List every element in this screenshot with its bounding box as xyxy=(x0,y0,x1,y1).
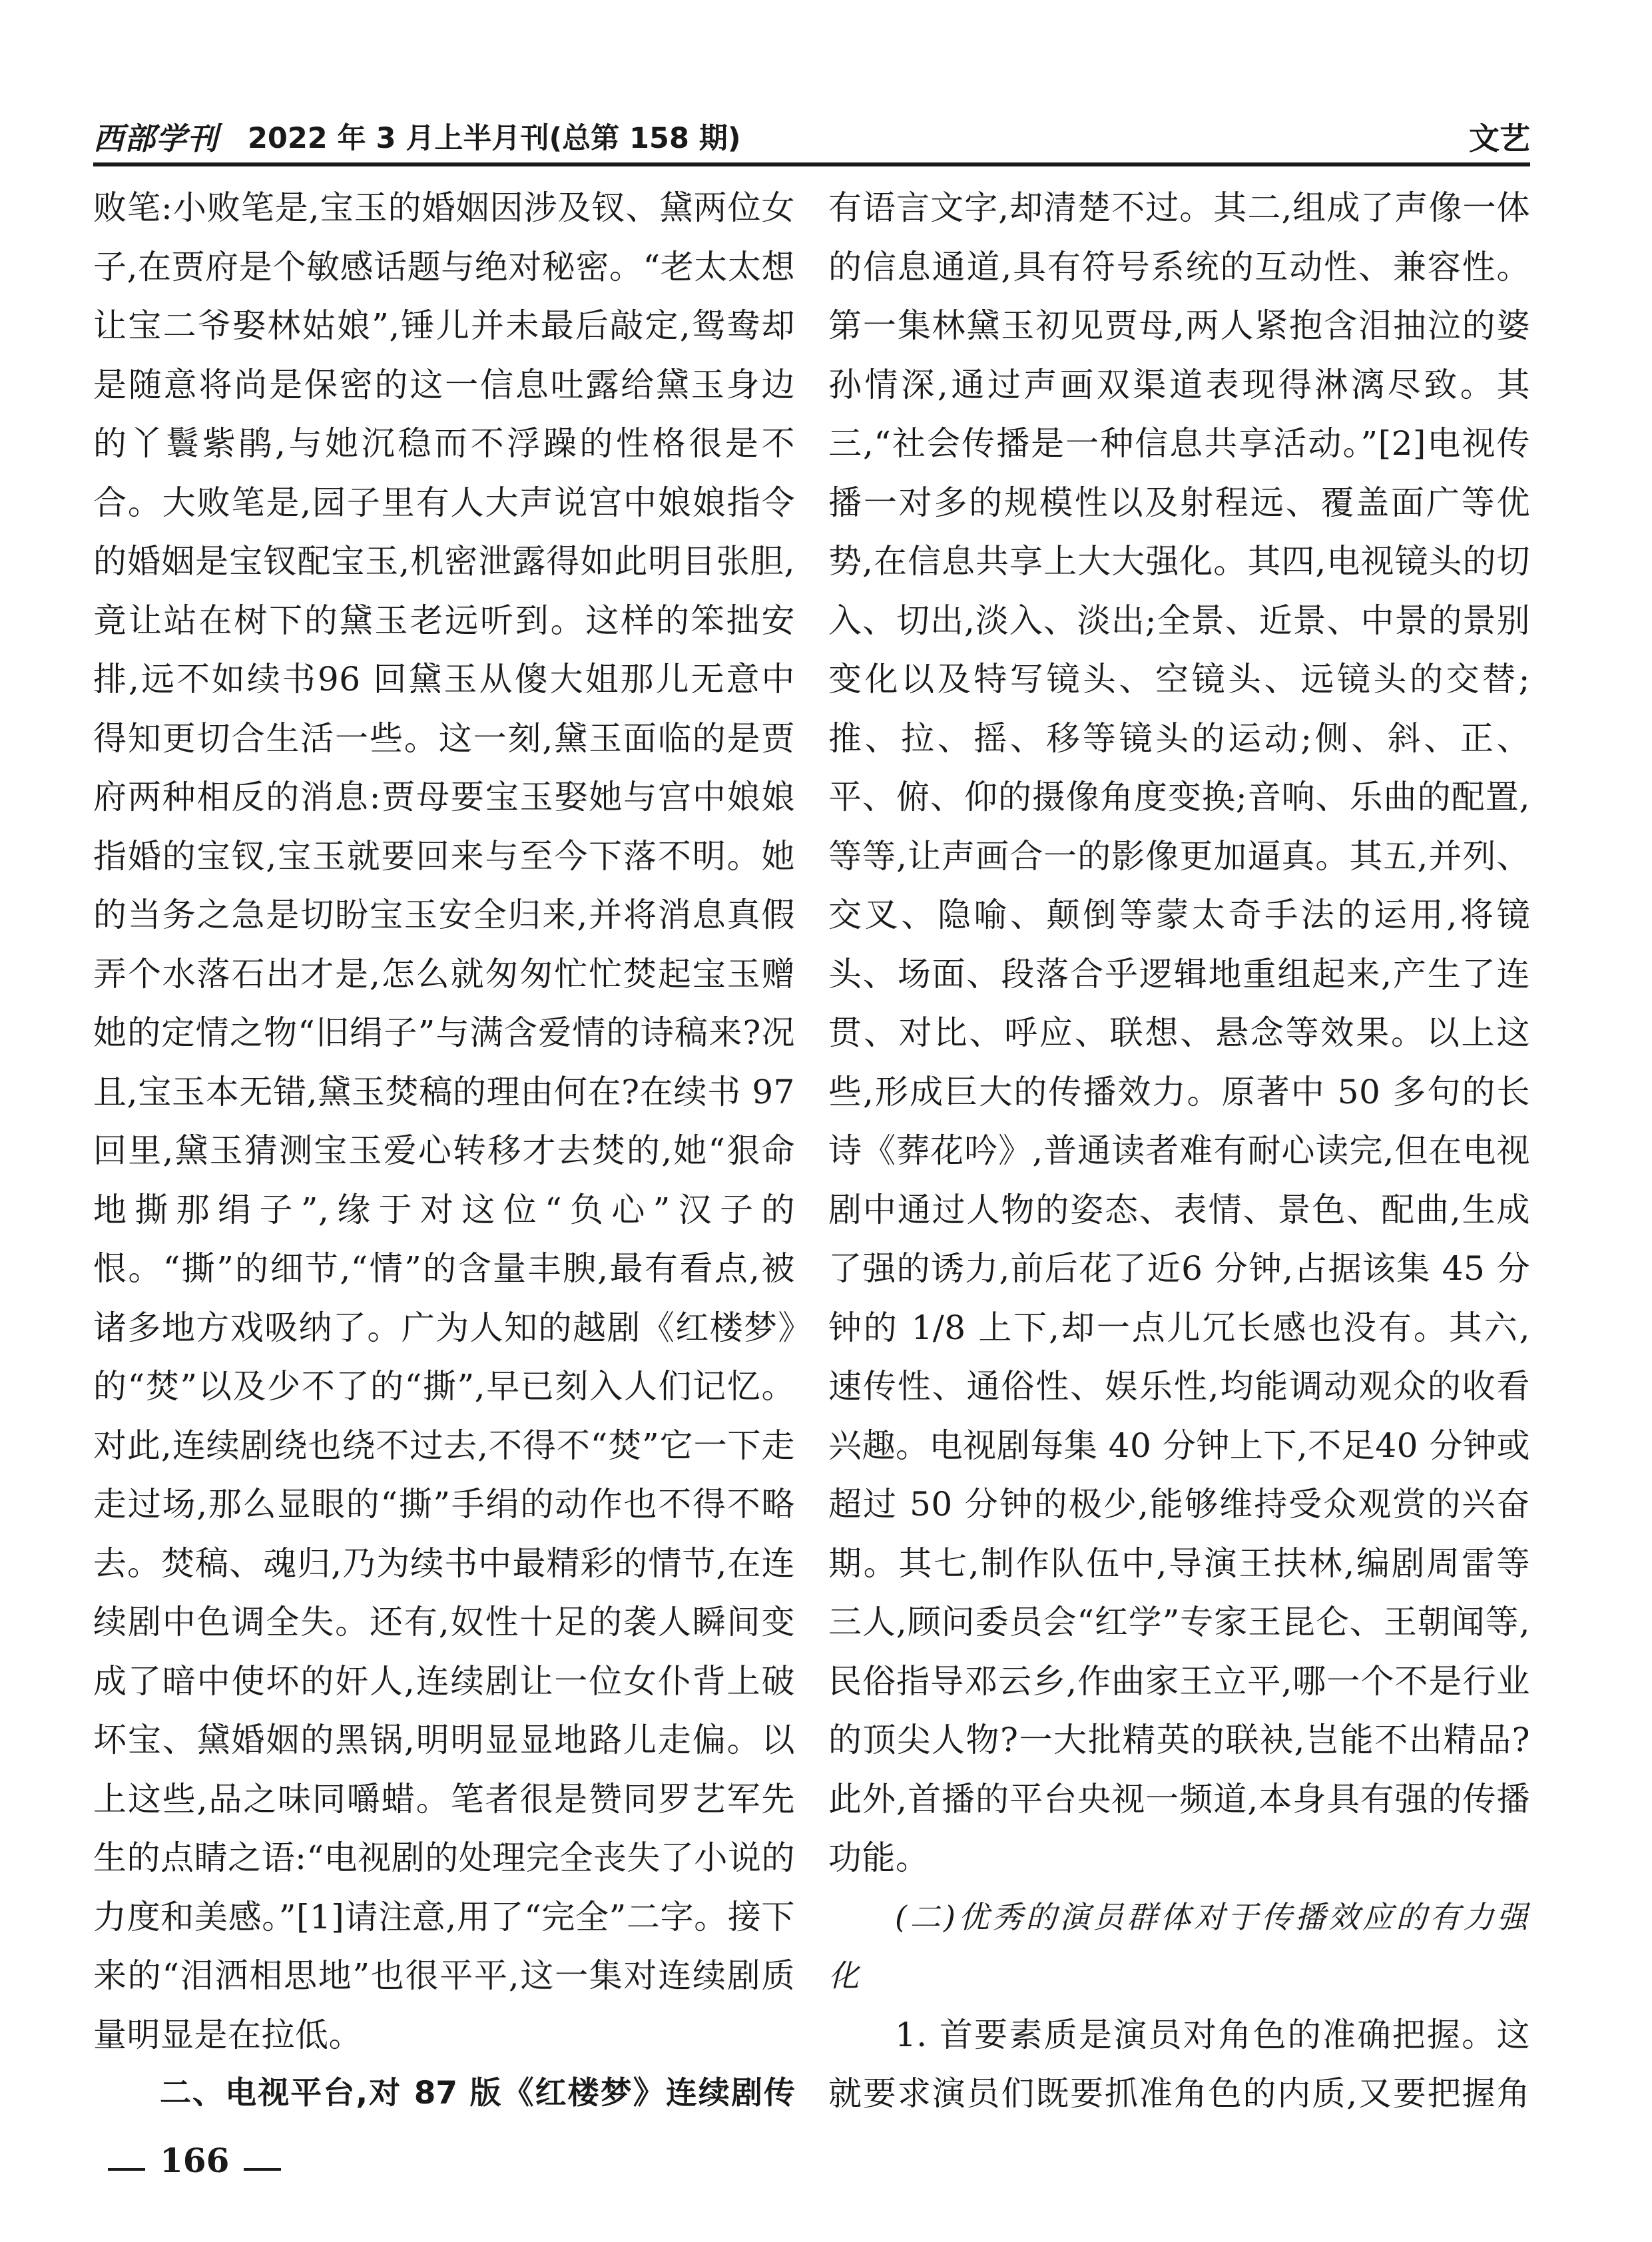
header-rule xyxy=(93,162,1530,166)
paragraph: 败笔:小败笔是,宝玉的婚姻因涉及钗、黛两位女子,在贾府是个敏感话题与绝对秘密。“老太太想让宝二爷娶林姑娘”,锤儿并未最后敲定,鸳鸯却是随意将尚是保密的这一信息吐露给黛玉身边的丫鬟紫鹃,与她沉稳而不浮躁的性格很是不合。大败笔是,园子里有人大声说宫中娘娘指令的婚姻是宝钗配宝玉,机密泄露得如此明目张胆,竟让站在树下的黛玉老远听到。这样的笨拙安排,远不如续书96 回黛玉从傻大姐那儿无意中得知更切合生活一些。这一刻,黛玉面临的是贾府两种相反的消息:贾母要宝玉娶她与宫中娘娘指婚的宝钗,宝玉就要回来与至今下落不明。她的当务之急是切盼宝玉安全归来,并将消息真假弄个水落石出才是,怎么就匆匆忙忙焚起宝玉赠她的定情之物“旧绢子”与满含爱情的诗稿来?况且,宝玉本无错,黛玉焚稿的理由何在?在续书 97 回里,黛玉猜测宝玉爱心转移才去焚的,她“狠命地撕那绢子”,缘于对这位“负心”汉子的恨。“撕”的细节,“情”的含量丰腴,最有看点,被诸多地方戏吸纳了。广为人知的越剧《红楼梦》的“焚”以及少不了的“撕”,早已刻入人们记忆。对此,连续剧绕也绕不过去,不得不“焚”它一下走走过场,那么显眼的“撕”手绢的动作也不得不略去。焚稿、魂归,乃为续书中最精彩的情节,在连续剧中色调全失。还有,奴性十足的袭人瞬间变成了暗中使坏的奸人,连续剧让一位女仆背上破坏宝、黛婚姻的黑锅,明明显显地路儿走偏。以上这些,品之味同嚼蜡。笔者很是赞同罗艺军先生的点睛之语:“电视剧的处理完全丧失了小说的力度和美感。”[1]请注意,用了“完全”二字。接下来的“泪洒相思地”也很平平,这一集对连续剧质量明显是在拉低。 xyxy=(93,188,795,2054)
section-label: 文艺 xyxy=(1469,121,1530,156)
issue-line: 2022 年 3 月上半月刊(总第 158 期) xyxy=(248,122,741,155)
left-column xyxy=(93,178,795,2109)
page-number: 166 xyxy=(160,2141,230,2180)
section-heading: 二、电视平台,对 87 版《红楼梦》连续剧传 xyxy=(160,2075,795,2109)
paragraph: 有语言文字,却清楚不过。其二,组成了声像一体的信息通道,具有符号系统的互动性、兼容性。第一集林黛玉初见贾母,两人紧抱含泪抽泣的婆孙情深,通过声画双渠道表现得淋漓尽致。其三,“社会传播是一种信息共享活动。”[2]电视传播一对多的规模性以及射程远、覆盖面广等优势,在信息共享上大大强化。其四,电视镜头的切入、切出,淡入、淡出;全景、近景、中景的景别变化以及特写镜头、空镜头、远镜头的交替;推、拉、摇、移等镜头的运动;侧、斜、正、平、俯、仰的摄像角度变换;音响、乐曲的配置,等等,让声画合一的影像更加逼真。其五,并列、交叉、隐喻、颠倒等蒙太奇手法的运用,将镜头、场面、段落合乎逻辑地重组起来,产生了连贯、对比、呼应、联想、悬念等效果。以上这些,形成巨大的传播效力。原著中 50 多句的长诗《葬花吟》,普通读者难有耐心读完,但在电视剧中通过人物的姿态、表情、景色、配曲,生成了强的诱力,前后花了近6 分钟,占据该集 45 分钟的 1/8 上下,却一点儿冗长感也没有。其六,速传性、通俗性、娱乐性,均能调动观众的收看兴趣。电视剧每集 40 分钟上下,不足40 分钟或超过 50 分钟的极少,能够维持受众观赏的兴奋期。其七,制作队伍中,导演王扶林,编剧周雷等三人,顾问委员会“红学”专家王昆仑、王朝闻等,民俗指导邓云乡,作曲家王立平,哪一个不是行业的顶尖人物?一大批精英的联袂,岂能不出精品?此外,首播的平台央视一频道,本身具有强的传播功能。 xyxy=(828,188,1530,1877)
page-footer xyxy=(93,2141,296,2181)
paragraph: 1. 首要素质是演员对角色的准确把握。这就要求演员们既要抓准角色的内质,又要把握角 xyxy=(828,2015,1530,2109)
footer-dash-right xyxy=(244,2168,281,2171)
journal-logo: 西部学刊 xyxy=(93,121,218,156)
footer-dash-left xyxy=(108,2168,145,2171)
right-column xyxy=(828,178,1530,2109)
subsection-heading: (二)优秀的演员群体对于传播效应的有力强化 xyxy=(828,1898,1530,1994)
running-header xyxy=(93,112,1530,158)
